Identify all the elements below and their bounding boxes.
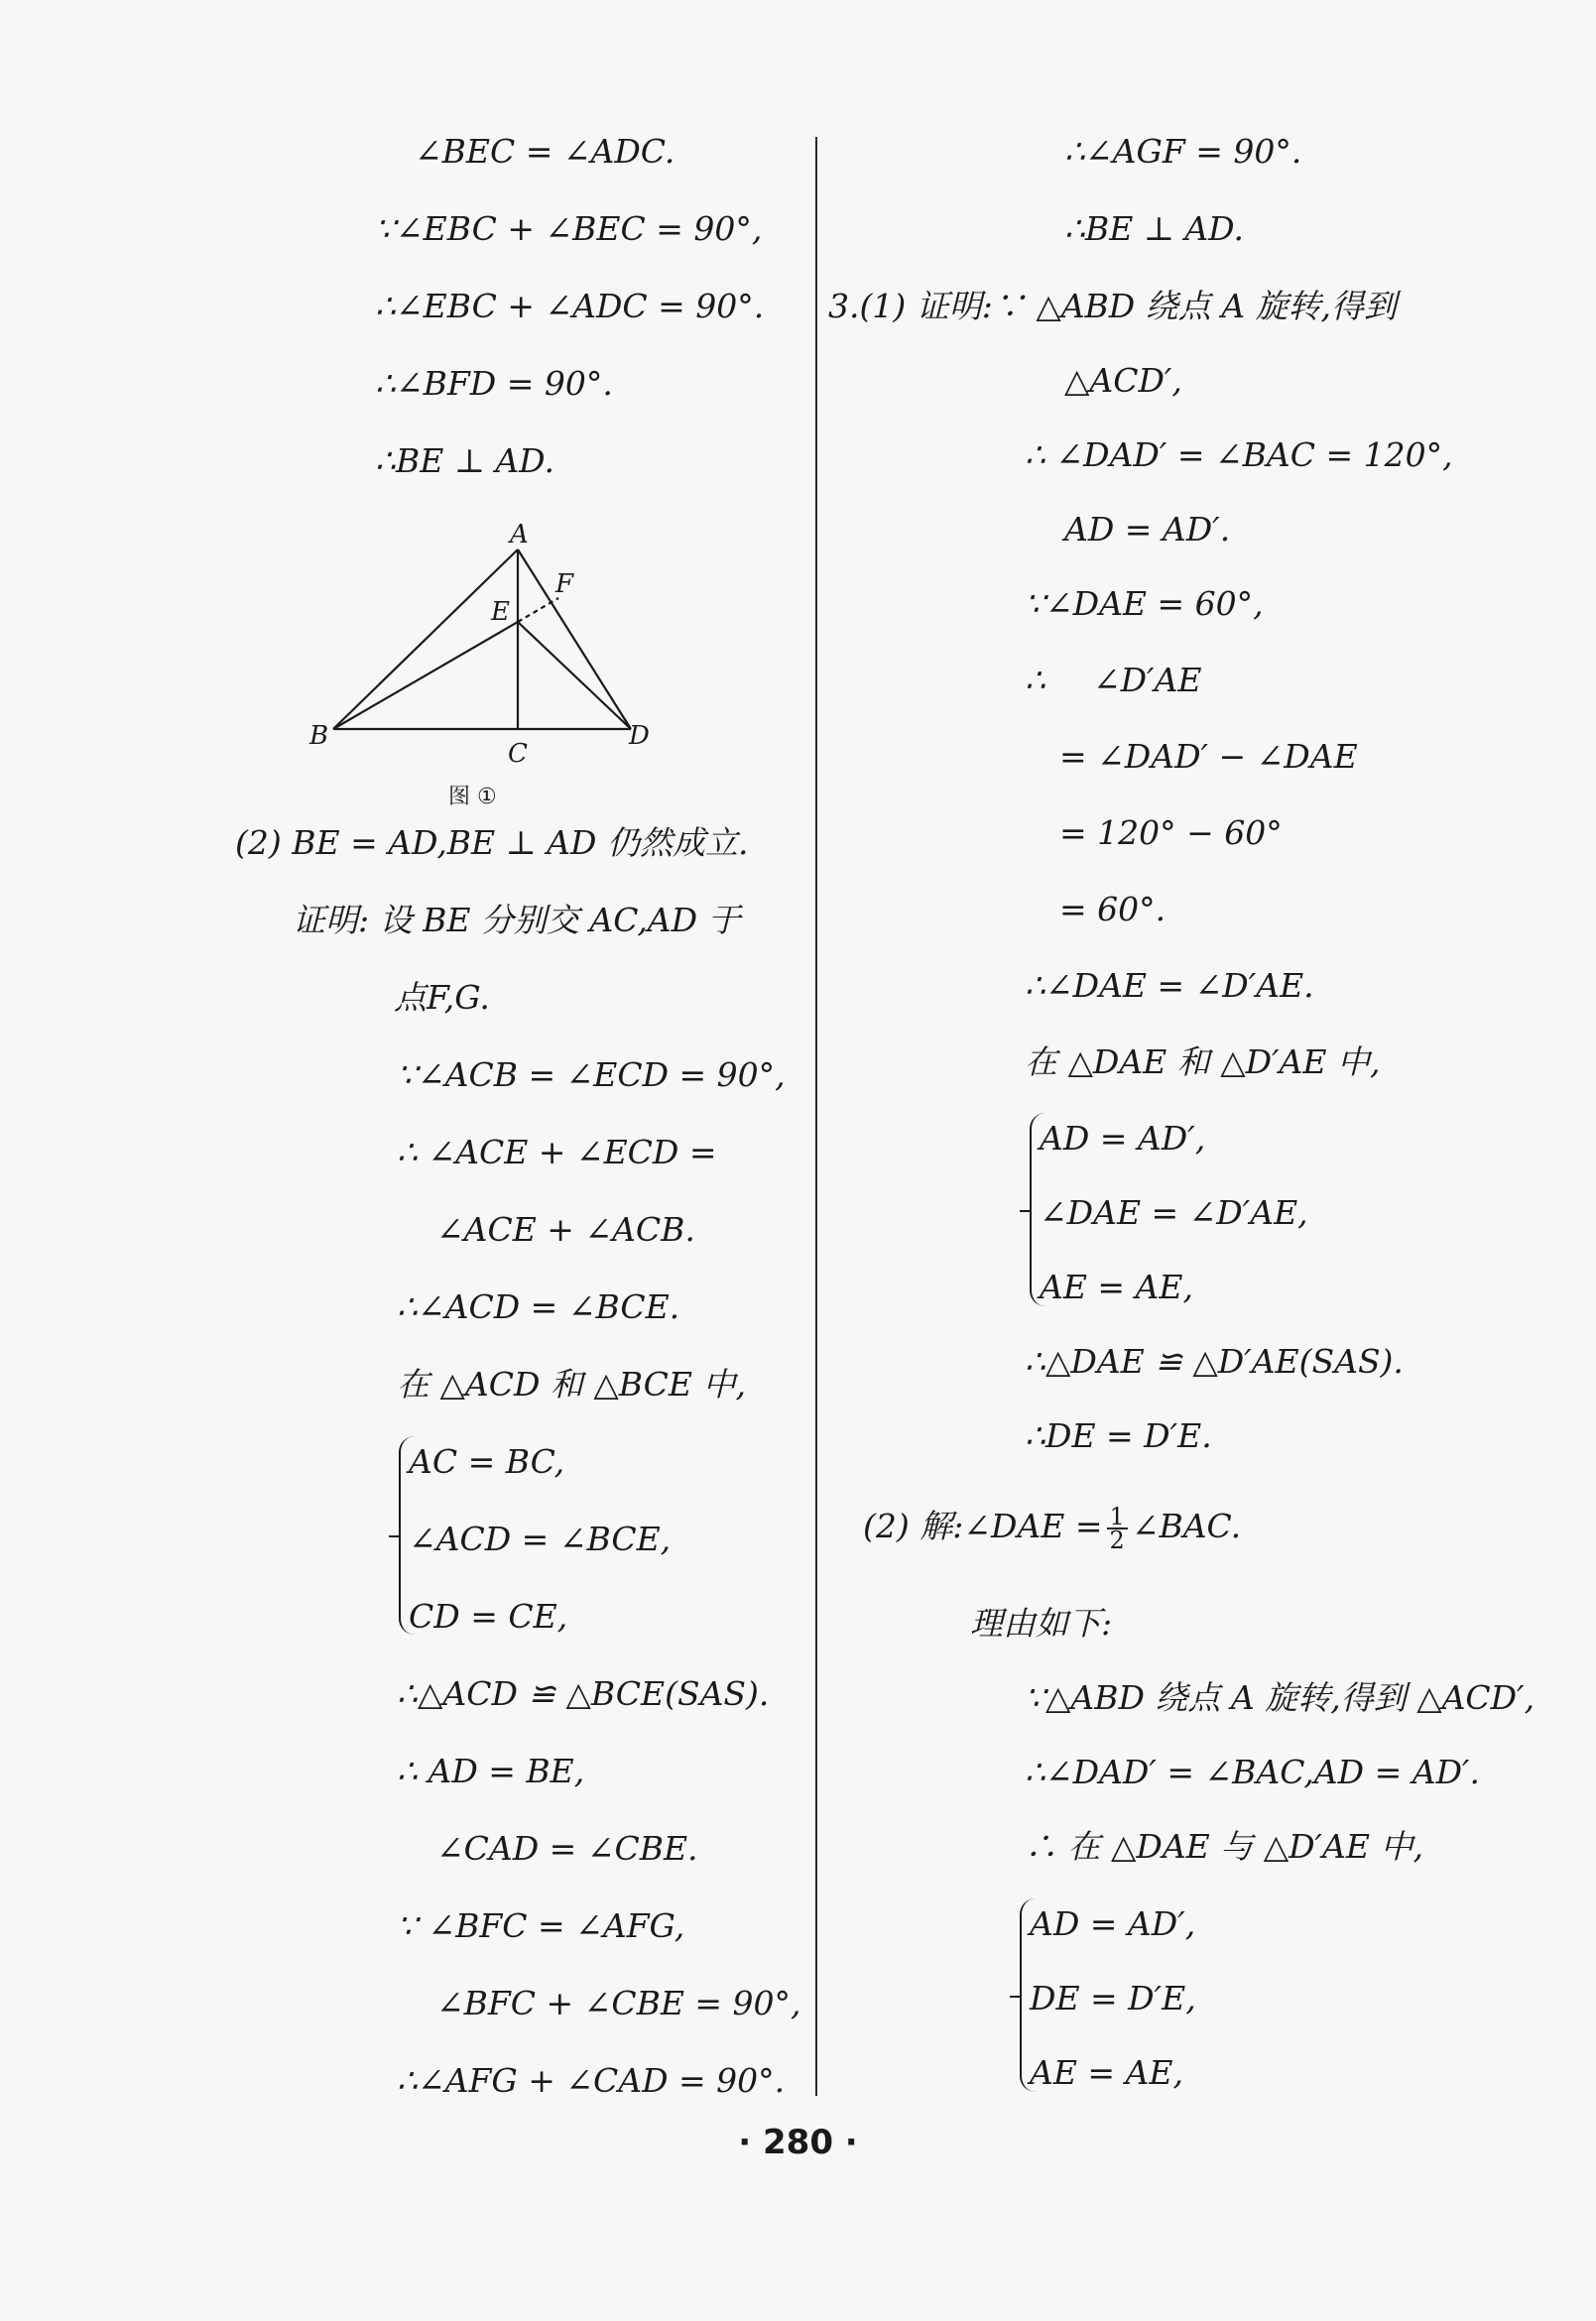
right-line-1: ∴∠AGF = 90°. (1064, 132, 1302, 171)
label-a: A (510, 520, 529, 550)
right-line-17: AE = AE, (1040, 1268, 1193, 1306)
page-number: · 280 · (738, 2123, 858, 2162)
right-line-16: ∠DAE = ∠D′AE, (1040, 1193, 1308, 1232)
right-line-6: AD = AD′. (1064, 510, 1231, 549)
right-line-12: = 60°. (1059, 890, 1166, 928)
left-line-17: ∴△ACD ≌ △BCE(SAS). (397, 1674, 770, 1713)
left-line-18: ∴ AD = BE, (397, 1752, 585, 1790)
right-line-11: = 120° − 60° (1059, 813, 1283, 852)
right-line-21: 理由如下: (970, 1604, 1113, 1643)
right-line-8: ∴ (1025, 661, 1045, 699)
left-line-2: ∵∠EBC + ∠BEC = 90°, (375, 209, 763, 248)
left-line-13: 在 △ACD 和 △BCE 中, (397, 1365, 746, 1404)
left-line-16: CD = CE, (409, 1597, 568, 1636)
left-line-12: ∴∠ACD = ∠BCE. (397, 1287, 680, 1326)
label-f: F (555, 569, 574, 599)
right-line-15: AD = AD′, (1040, 1119, 1206, 1158)
label-d: D (629, 721, 650, 751)
right-line-20 (863, 1503, 1242, 1554)
left-line-9: ∵∠ACB = ∠ECD = 90°, (397, 1055, 786, 1094)
left-line-21: ∠BFC + ∠CBE = 90°, (436, 1984, 801, 2022)
column-divider (815, 137, 817, 2096)
triangle-figure (298, 511, 675, 779)
segment-ef-dashed (518, 598, 558, 622)
right-line-9: ∠D′AE (1093, 661, 1202, 699)
left-line-3: ∴∠EBC + ∠ADC = 90°. (375, 287, 765, 325)
right-line-10: = ∠DAD′ − ∠DAE (1059, 737, 1358, 776)
left-line-1: ∠BEC = ∠ADC. (415, 132, 675, 171)
left-line-10: ∴ ∠ACE + ∠ECD = (397, 1133, 717, 1171)
figure-caption: 图 ① (448, 785, 497, 809)
label-b: B (309, 721, 329, 751)
left-line-22: ∴∠AFG + ∠CAD = 90°. (397, 2061, 786, 2100)
left-line-14: AC = BC, (409, 1442, 565, 1481)
right-line-14: 在 △DAE 和 △D′AE 中, (1025, 1042, 1381, 1081)
fraction-numerator: 1 (1107, 1506, 1128, 1529)
right-line-18: ∴△DAE ≌ △D′AE(SAS). (1025, 1342, 1404, 1381)
left-line-19: ∠CAD = ∠CBE. (436, 1829, 698, 1868)
right-line-26: DE = D′E, (1030, 1979, 1196, 2017)
fraction-half (1107, 1503, 1128, 1554)
left-line-15: ∠ACD = ∠BCE, (409, 1520, 672, 1558)
right-line-25: AD = AD′, (1030, 1904, 1196, 1943)
right-line-3: 3.(1) 证明:∵ △ABD 绕点 A 旋转,得到 (828, 287, 1398, 325)
right-line-22: ∵△ABD 绕点 A 旋转,得到 △ACD′, (1025, 1678, 1535, 1717)
right-line-23: ∴∠DAD′ = ∠BAC,AD = AD′. (1025, 1753, 1481, 1791)
right-line-24: ∴ 在 △DAE 与 △D′AE 中, (1025, 1827, 1423, 1866)
right-line-2: ∴BE ⊥ AD. (1064, 209, 1244, 248)
segment-ab (333, 550, 518, 729)
left-line-5: ∴BE ⊥ AD. (375, 441, 554, 480)
part2-tail: ∠BAC. (1131, 1507, 1242, 1545)
left-line-11: ∠ACE + ∠ACB. (436, 1210, 695, 1249)
label-c: C (508, 739, 528, 769)
right-line-4: △ACD′, (1064, 361, 1182, 400)
right-line-13: ∴∠DAE = ∠D′AE. (1025, 966, 1314, 1005)
left-line-8: 点F,G. (394, 978, 490, 1017)
right-line-5: ∴ ∠DAD′ = ∠BAC = 120°, (1025, 435, 1453, 474)
right-line-7: ∵∠DAE = 60°, (1025, 584, 1264, 623)
left-line-20: ∵ ∠BFC = ∠AFG, (397, 1906, 685, 1945)
right-line-27: AE = AE, (1030, 2053, 1183, 2092)
left-line-6: (2) BE = AD,BE ⊥ AD 仍然成立. (235, 823, 749, 862)
left-line-7: 证明: 设 BE 分别交 AC,AD 于 (293, 901, 741, 939)
left-line-4: ∴∠BFD = 90°. (375, 364, 613, 403)
right-line-19: ∴DE = D′E. (1025, 1416, 1212, 1455)
fraction-denominator: 2 (1109, 1527, 1125, 1554)
part2-lead: (2) 解:∠DAE = (863, 1507, 1103, 1545)
label-e: E (491, 597, 510, 627)
